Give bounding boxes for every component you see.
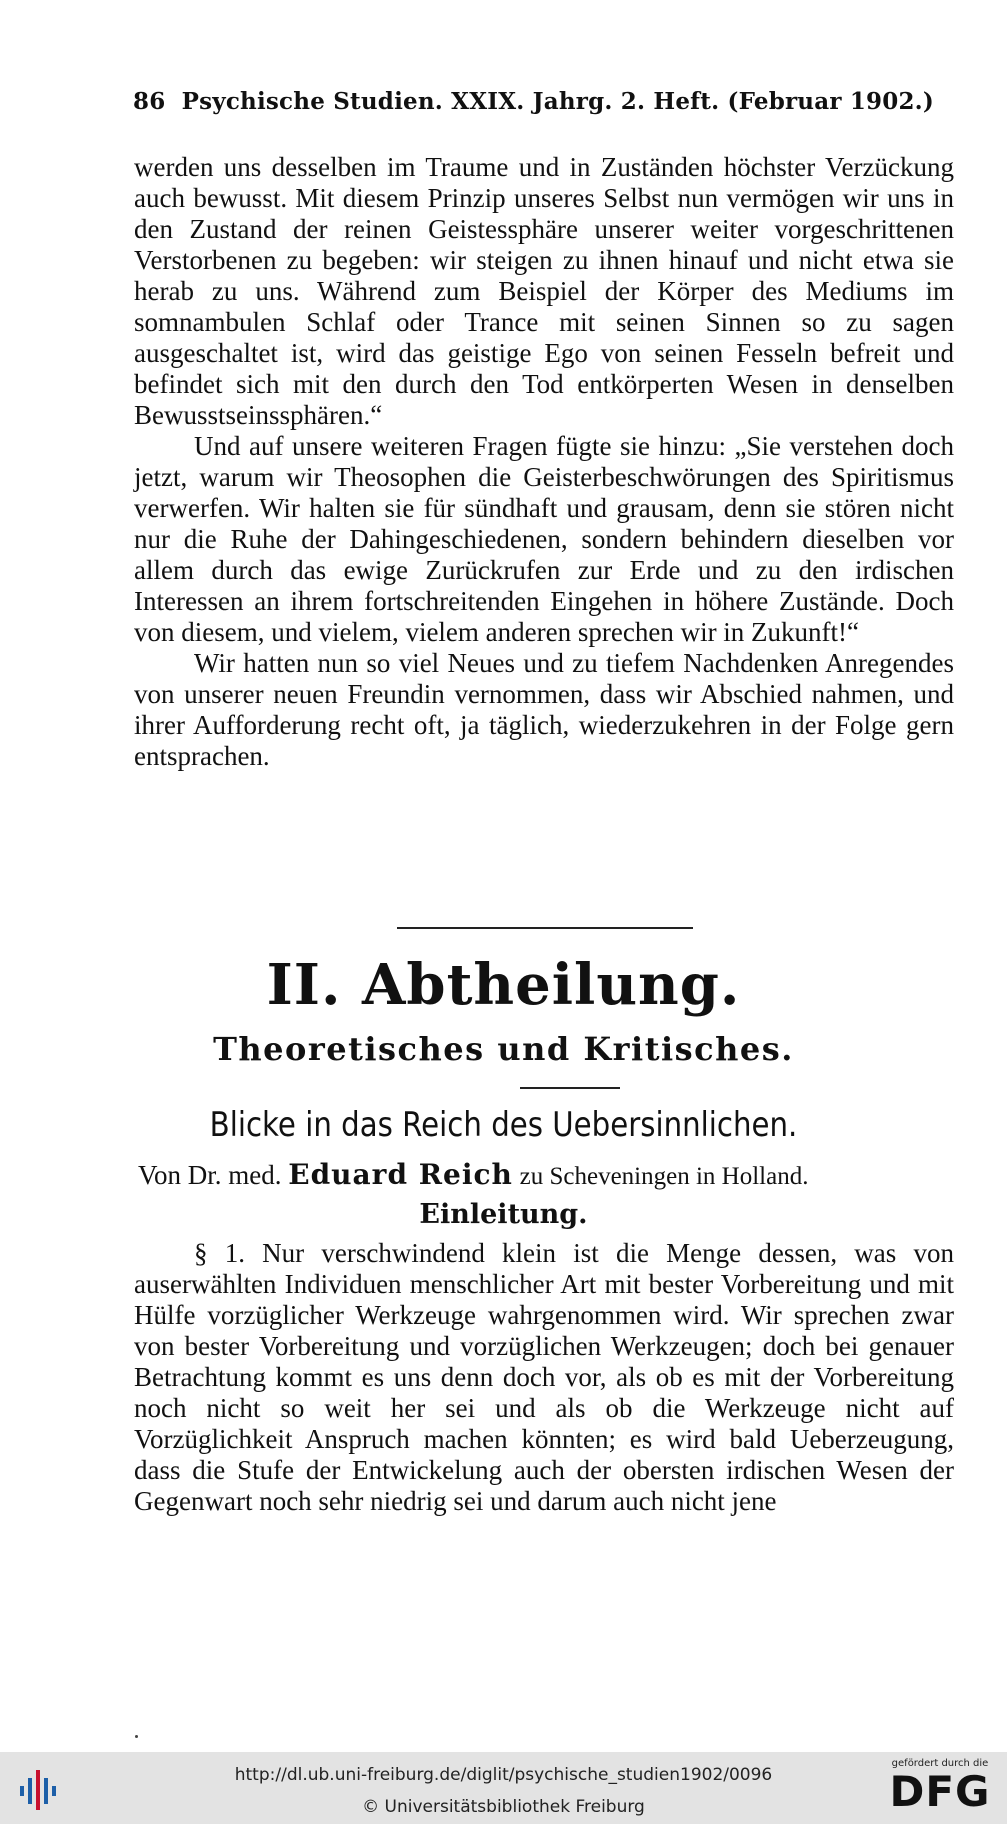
section-heading: II. Abtheilung. — [266, 952, 741, 1018]
body-text-block-2 — [134, 1238, 954, 1517]
running-title: Psychische Studien. XXIX. Jahrg. 2. Heft. (Februar 1902.) — [181, 88, 934, 115]
scan-speck — [135, 1735, 138, 1738]
paragraph: Und auf unsere weiteren Fragen fügte sie hinzu: „Sie verstehen doch jetzt, warum wir Theosophen die Geisterbeschwörungen des Spiritismus verwerfen. Wir halten sie für sündhaft und grausam, denn sie stören nicht nur die Ruhe der Dahingeschiedenen, sondern behindern dieselben vor allem durch das ewige Zurückrufen zur Erde und zu den irdischen Interessen an ihrem fortschreitenden Eingehen in höhere Zustände. Doch von diesem, und vielem, vielem anderen sprechen wir in Zukunft!“ — [134, 431, 954, 647]
body-text-block-1 — [134, 152, 954, 772]
author-name: Eduard Reich — [288, 1158, 513, 1191]
footer-bar — [0, 1752, 1007, 1824]
section-divider — [397, 927, 693, 929]
subsection-heading: Einleitung. — [419, 1199, 588, 1230]
page-number: 86 — [133, 88, 166, 115]
permalink-url[interactable]: http://dl.ub.uni-freiburg.de/diglit/psychische_studien1902/0096 — [234, 1765, 773, 1785]
running-head — [133, 88, 934, 115]
section-subheading: Theoretisches und Kritisches. — [213, 1030, 794, 1068]
byline-location: zu Scheveningen in Holland. — [519, 1163, 809, 1190]
dfg-badge[interactable] — [885, 1758, 995, 1815]
byline — [138, 1158, 958, 1191]
byline-prefix: Von Dr. med. — [138, 1160, 282, 1190]
short-divider — [520, 1087, 620, 1089]
paragraph: § 1. Nur verschwindend klein ist die Menge dessen, was von auserwählten Individuen menschlicher Art mit bester Vorbereitung und mit Hülfe vorzüglicher Werkzeuge wahrgenommen wird. Wir sprechen zwar von bester Vorbereitung und vorzüglichen Werkzeugen; doch bei genauer Betrachtung kommt es uns denn doch vor, als ob es mit der Vorbereitung noch nicht so weit her sei und als ob die Werkzeuge nicht auf Vorzüglichkeit Anspruch machen könnten; es wird bald Ueberzeugung, dass die Stufe der Entwickelung auch der obersten irdischen Wesen der Gegenwart noch sehr niedrig sei und darum auch nicht jene — [134, 1238, 954, 1516]
paragraph: Wir hatten nun so viel Neues und zu tiefem Nachdenken Anregendes von unserer neuen Freundin vernommen, dass wir Abschied nahmen, und ihrer Aufforderung recht oft, ja täglich, wiederzukehren in der Folge gern entsprachen. — [134, 648, 954, 771]
funding-note: gefördert durch die — [891, 1758, 989, 1769]
dfg-logo: DFG — [889, 1767, 991, 1816]
paragraph: werden uns desselben im Traume und in Zuständen höchster Verzückung auch bewusst. Mit diesem Prinzip unseres Selbst nun vermögen wir uns in den Zustand der reinen Geistessphäre unserer weiter vorgeschrittenen Verstorbenen zu begeben: wir steigen zu ihnen hinauf und nicht etwa sie herab zu uns. Während zum Beispiel der Körper des Mediums im somnambulen Schlaf oder Trance mit seinen Sinnen so zu sagen ausgeschaltet ist, wird das geistige Ego von seinen Fesseln befreit und befindet sich mit den durch den Tod entkörperten Wesen in denselben Bewusstseinssphären.“ — [134, 152, 954, 430]
copyright-text: © Universitätsbibliothek Freiburg — [362, 1797, 645, 1817]
article-title: Blicke in das Reich des Uebersinnlichen. — [209, 1105, 798, 1145]
